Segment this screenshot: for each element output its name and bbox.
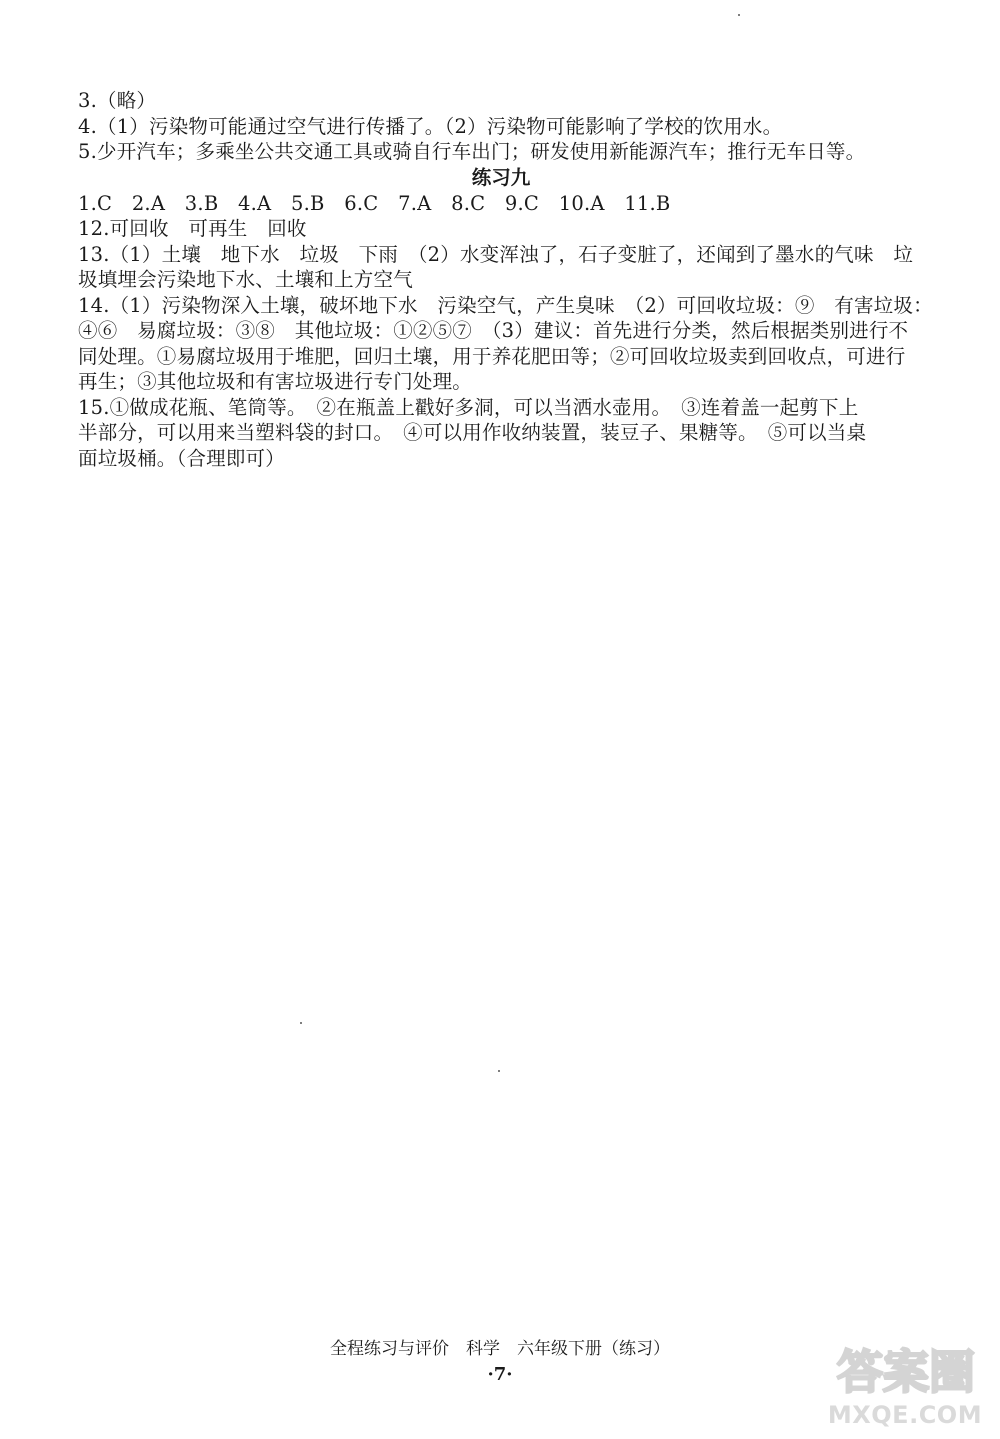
answer-line-3: 3.（略） [78, 89, 157, 112]
answer-line-12: 12.可回收 可再生 回收 [78, 217, 307, 240]
watermark-logo-text: 答案圈 [837, 1345, 975, 1398]
section-heading: 练习九 [471, 165, 531, 189]
answer-line-13a: 13.（1）土壤 地下水 垃圾 下雨 （2）水变浑浊了，石子变脏了，还闻到了墨水的气味 垃 [78, 242, 914, 266]
answer-line-14c: 同处理。①易腐垃圾用于堆肥，回归土壤，用于养花肥田等；②可回收垃圾卖到回收点，可进行 [78, 344, 906, 368]
scan-speck [738, 14, 740, 16]
answer-line-14b: ④⑥ 易腐垃圾：③⑧ 其他垃圾：①②⑤⑦ （3）建议：首先进行分类，然后根据类别进行不 [78, 319, 909, 342]
page-number: ·7· [487, 1364, 513, 1385]
answer-line-15a: 15.①做成花瓶、笔筒等。 ②在瓶盖上戳好多洞，可以当洒水壶用。 ③连着盖一起剪下上 [78, 395, 859, 419]
answer-line-choices: 1.C 2.A 3.B 4.A 5.B 6.C 7.A 8.C 9.C 10.A 11.B [78, 191, 671, 215]
answer-line-13b: 圾填埋会污染地下水、土壤和上方空气 [78, 268, 413, 291]
footer-book-title: 全程练习与评价 科学 六年级下册（练习） [330, 1339, 670, 1359]
answer-line-15c: 面垃圾桶。（合理即可） [78, 446, 285, 470]
watermark [820, 1340, 990, 1435]
answer-line-5: 5.少开汽车；多乘坐公共交通工具或骑自行车出门；研发使用新能源汽车；推行无车日等。 [78, 140, 866, 163]
scan-speck [300, 1022, 302, 1024]
answer-line-4: 4.（1）污染物可能通过空气进行传播了。（2）污染物可能影响了学校的饮用水。 [78, 114, 783, 138]
answer-line-15b: 半部分，可以用来当塑料袋的封口。 ④可以用作收纳装置，装豆子、果糖等。 ⑤可以当桌 [78, 421, 867, 444]
scan-speck [498, 1070, 500, 1072]
answer-line-14a: 14.（1）污染物深入土壤，破坏地下水 污染空气，产生臭味 （2）可回收垃圾：⑨ 有害垃圾： [78, 293, 933, 317]
watermark-logo-icon [826, 1340, 986, 1398]
watermark-url: MXQE.COM [827, 1401, 983, 1429]
answer-content [78, 88, 933, 471]
answer-line-14d: 再生；③其他垃圾和有害垃圾进行专门处理。 [78, 370, 473, 393]
